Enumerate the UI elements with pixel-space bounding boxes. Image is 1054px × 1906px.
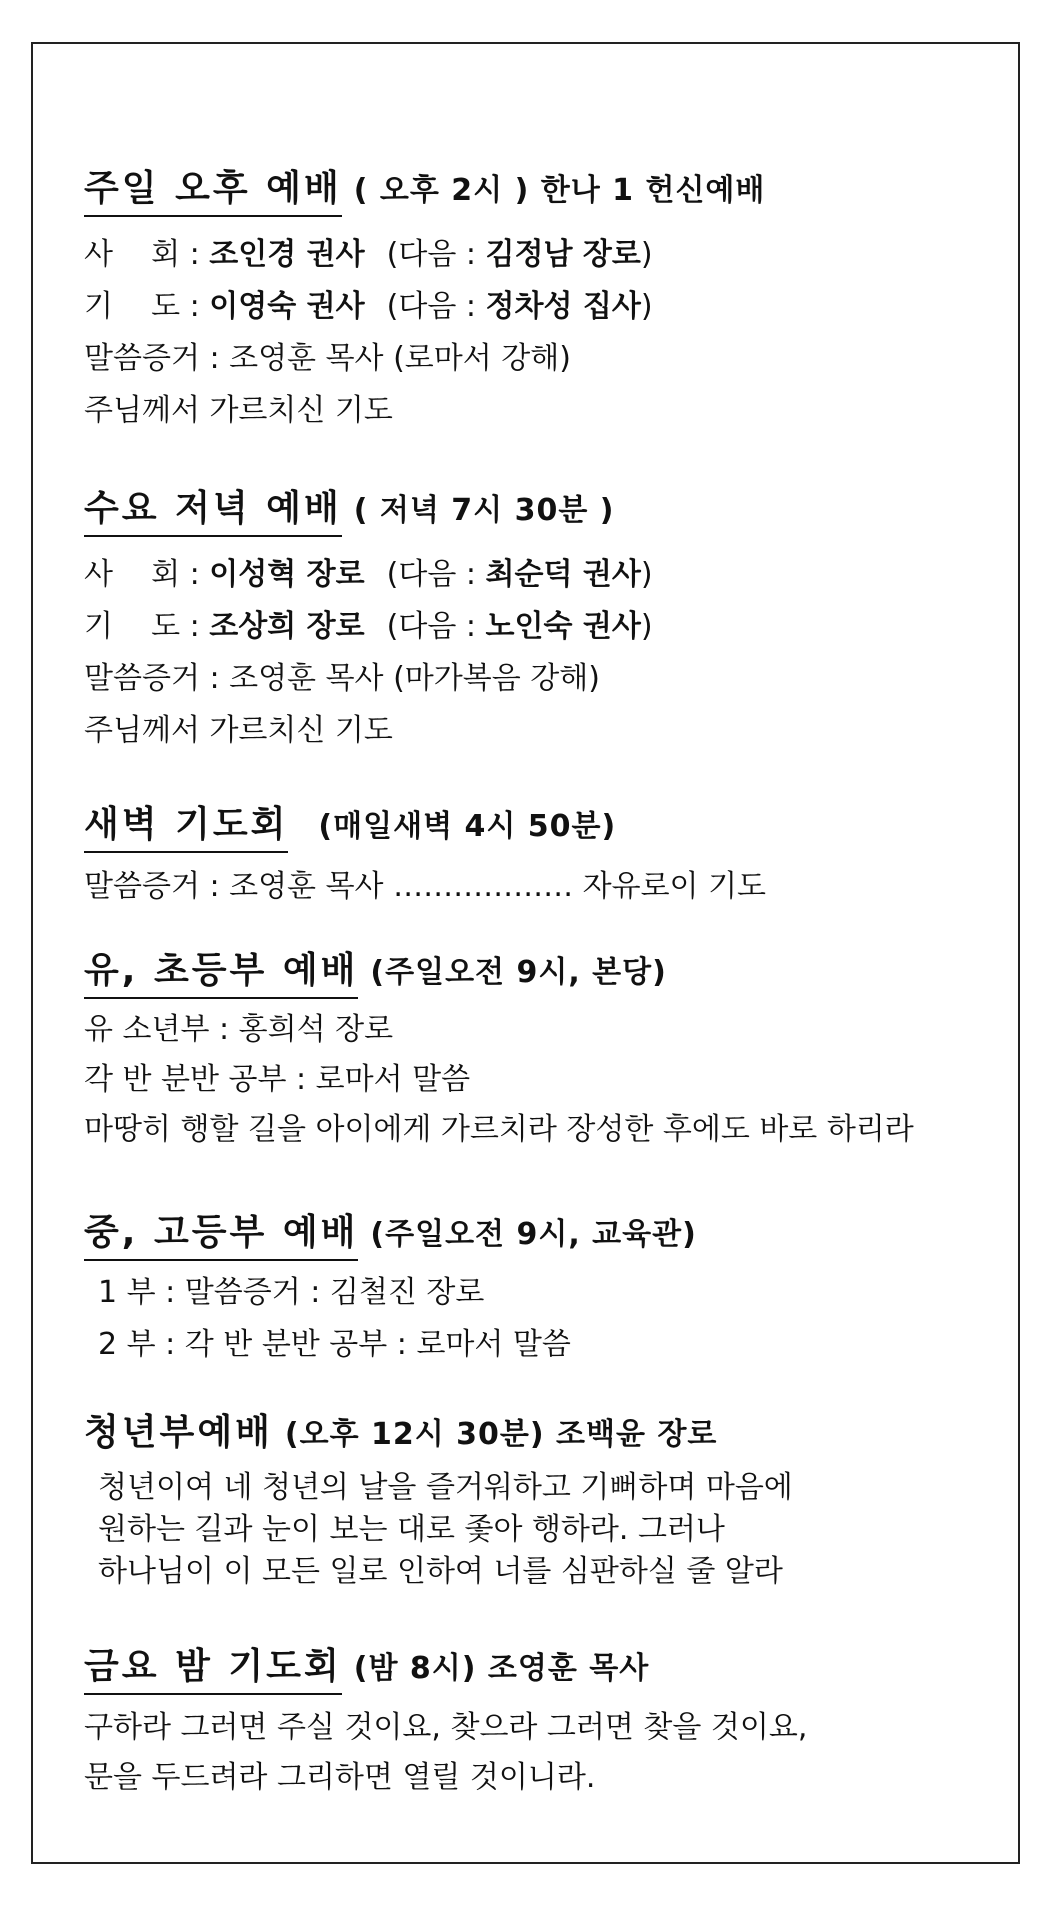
- children-worship-section: [84, 942, 1054, 1155]
- lords-prayer-line: 주님께서 가르치신 기도: [84, 393, 393, 428]
- prayer-line: 기 도 : 조상희 장로 (다음 : 노인숙 권사): [84, 609, 653, 644]
- verse-line: 마땅히 행할 길을 아이에게 가르치라 장성한 후에도 바로 하리라: [84, 1112, 914, 1147]
- sermon-line: 말씀증거 : 조영훈 목사 ……………… 자유로이 기도: [84, 869, 767, 904]
- section-header: [84, 160, 1054, 217]
- presider-line: 사 회 : 조인경 권사 (다음 : 김정남 장로): [84, 237, 653, 272]
- section-header: [84, 480, 1054, 537]
- section-subtitle: (매일새벽 4시 50분): [318, 809, 617, 844]
- section-header: [84, 1204, 1054, 1261]
- section-title: 주일 오후 예배: [84, 160, 342, 217]
- sermon-line: 말씀증거 : 조영훈 목사 (마가복음 강해): [84, 661, 600, 696]
- part1-line: 1 부 : 말씀증거 : 김철진 장로: [98, 1275, 485, 1310]
- section-subtitle: (오후 12시 30분) 조백윤 장로: [284, 1417, 718, 1452]
- section-header: [84, 1404, 1054, 1459]
- section-title: 청년부예배: [84, 1412, 273, 1453]
- section-title: 중, 고등부 예배: [84, 1204, 358, 1261]
- verse-line-2: 문을 두드려라 그리하면 열릴 것이니라.: [84, 1760, 596, 1795]
- friday-prayer-section: [84, 1638, 1054, 1803]
- section-header: [84, 1638, 1054, 1695]
- young-adult-section: [84, 1404, 1054, 1593]
- section-subtitle: (밤 8시) 조영훈 목사: [353, 1651, 650, 1686]
- section-subtitle: ( 오후 2시 ) 한나 1 헌신예배: [353, 173, 766, 208]
- section-title: 수요 저녁 예배: [84, 480, 342, 537]
- section-subtitle: ( 저녁 7시 30분 ): [353, 493, 615, 528]
- verse-line-1: 청년이여 네 청년의 날을 즐거워하고 기뻐하며 마음에: [98, 1470, 793, 1505]
- prayer-line: 기 도 : 이영숙 권사 (다음 : 정차성 집사): [84, 289, 653, 324]
- verse-line-3: 하나님이 이 모든 일로 인하여 너를 심판하실 줄 알라: [98, 1554, 783, 1589]
- dawn-prayer-section: [84, 796, 1054, 913]
- section-title: 유, 초등부 예배: [84, 942, 358, 999]
- verse-line-1: 구하라 그러면 주실 것이요, 찾으라 그러면 찾을 것이요,: [84, 1710, 808, 1745]
- sunday-afternoon-section: [84, 160, 1054, 437]
- wednesday-evening-section: [84, 480, 1054, 757]
- youth-worship-section: [84, 1204, 1054, 1371]
- section-subtitle: (주일오전 9시, 교육관): [370, 1217, 697, 1252]
- presider-line: 사 회 : 이성혁 장로 (다음 : 최순덕 권사): [84, 557, 653, 592]
- section-title: 새벽 기도회: [84, 796, 288, 853]
- leader-line: 유 소년부 : 홍희석 장로: [84, 1012, 394, 1047]
- study-line: 각 반 분반 공부 : 로마서 말씀: [84, 1062, 471, 1097]
- part2-line: 2 부 : 각 반 분반 공부 : 로마서 말씀: [98, 1327, 571, 1362]
- bulletin-frame: [31, 42, 1020, 1864]
- verse-line-2: 원하는 길과 눈이 보는 대로 좇아 행하라. 그러나: [98, 1512, 725, 1547]
- section-header: [84, 942, 1054, 999]
- sermon-line: 말씀증거 : 조영훈 목사 (로마서 강해): [84, 341, 571, 376]
- section-subtitle: (주일오전 9시, 본당): [370, 955, 667, 990]
- lords-prayer-line: 주님께서 가르치신 기도: [84, 713, 393, 748]
- section-header: [84, 796, 1054, 853]
- section-title: 금요 밤 기도회: [84, 1638, 342, 1695]
